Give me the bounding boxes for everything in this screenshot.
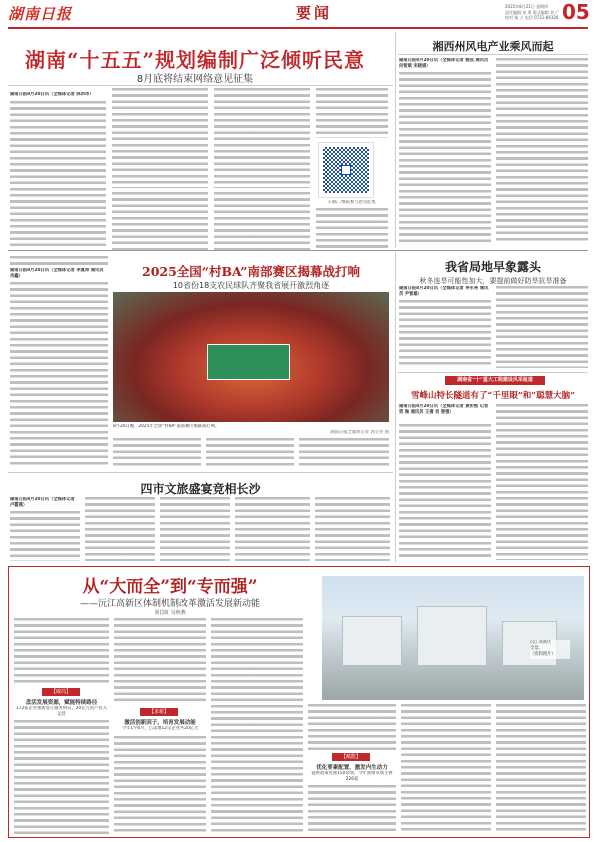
feature-photo xyxy=(322,576,584,700)
culture-body-col3 xyxy=(160,497,230,561)
lead-body-col2 xyxy=(112,88,208,188)
building-graphic xyxy=(342,616,402,666)
divider xyxy=(8,85,393,86)
vba-headline: 2025全国“村BA”南部赛区揭幕战打响 xyxy=(142,264,360,279)
feature-body-col4 xyxy=(308,704,396,750)
vba-subheadline: 10省份18支农民球队齐聚我省展开激烈角逐 xyxy=(172,281,330,290)
wind-body-col2 xyxy=(496,58,588,244)
lead-subheadline: 8月底将结束网络意见征集 xyxy=(136,74,254,85)
feature-headline: 从“大而全”到“专而强” xyxy=(82,577,258,597)
header-rule xyxy=(8,27,588,29)
feature-subheadline: ——沅江高新区体制机制改革激活发展新动能 xyxy=(79,599,260,609)
feature-section2-tag: 【求新】 xyxy=(140,708,178,716)
lead-headline: 湖南“十五五”规划编制广泛倾听民意 xyxy=(24,48,365,72)
editor-line: 责任编辑 刘 勇 版式编辑 刘 广 xyxy=(505,9,560,15)
masthead xyxy=(0,0,595,28)
header-info xyxy=(505,4,560,21)
vba-photo-credit: 湖南日报全媒体记者 郭立亮 摄 xyxy=(330,430,389,435)
lead-body-col4b xyxy=(316,208,388,250)
vba-body-col3 xyxy=(206,438,294,468)
wind-headline: 湘西州风电产业乘风而起 xyxy=(432,40,554,53)
photo-caption-line2: 全景。 xyxy=(530,646,543,652)
building-graphic xyxy=(417,606,487,666)
feature-section1-sub: 172家企业重新签订服务协议，20亿元资产投入运营 xyxy=(15,706,107,718)
bureau-byline: 湖南日报8月20日讯（全媒体记者 李永亮 通讯员 尹智雄） xyxy=(399,286,489,298)
culture-body-col2 xyxy=(85,497,155,561)
lead-byline: 湖南日报8月20日讯（全媒体记者 陈昂昂） xyxy=(10,92,94,97)
divider xyxy=(8,250,588,251)
vba-photo-caption: 8月20日晚，2025年全国“村BA”南部赛区揭幕战打响。 xyxy=(113,424,220,429)
date-line: 2025年8月21日 星期四 xyxy=(505,4,549,9)
feature-section1-title: 盘活发展资源，赋能特续路径 xyxy=(25,700,98,706)
column-rule xyxy=(395,32,396,248)
tunnel-kicker: 湖南省“十”重大工程建设风采报道 xyxy=(445,376,545,385)
feature-section2-sub: 今年1至6月，已落地12宗企业共20亿元 xyxy=(121,726,199,731)
photo-credit: （资料图片） xyxy=(530,652,556,658)
feature-section2-title: 激活创新因子，培育发展动能 xyxy=(124,720,196,726)
qr-caption: 扫描二维码参与意见征集 xyxy=(328,200,376,205)
feature-body-col1 xyxy=(14,618,109,684)
feature-section1-tag: 【破局】 xyxy=(42,688,80,696)
culture-byline: 湖南日报8月20日讯（全媒体记者 卢霞燕） xyxy=(10,497,75,509)
page-number: 05 xyxy=(562,0,590,24)
culture-body-col4 xyxy=(235,497,310,561)
feature-body-col2b xyxy=(114,736,206,834)
feature-section3-title: 优化要素配置，激发内生动力 xyxy=(316,765,388,771)
divider xyxy=(398,372,588,373)
court-graphic xyxy=(207,344,290,380)
culture-headline: 四市文旅盛宴竞相长沙 xyxy=(140,482,261,496)
photo-caption-line1: 沅江高新区 xyxy=(530,640,552,645)
feature-author: 刘昌虹 吴秋燕 xyxy=(154,610,186,616)
feature-section3-sub: 提供政策优惠150余项，今年新增市场主体226家 xyxy=(311,771,393,783)
lead-body-col4 xyxy=(316,88,388,138)
tunnel-byline: 湖南日报8月20日讯（全媒体记者 黄祈熙 记者 贺 淘 通讯员 王倩 刘 智强） xyxy=(399,404,489,416)
wind-body-col1 xyxy=(399,72,491,244)
bureau-body-col1 xyxy=(399,300,491,368)
bureau-body-col2 xyxy=(496,286,588,368)
vba-body-col4 xyxy=(299,438,389,468)
lead-body-col1 xyxy=(10,101,106,249)
culture-body-col5 xyxy=(315,497,390,561)
vba-photo xyxy=(113,292,389,422)
feature-body-col5 xyxy=(401,704,491,834)
lead-body-col3 xyxy=(214,88,310,188)
feature-body-col6 xyxy=(496,704,586,834)
newspaper-logo: 湖南日报 xyxy=(8,5,73,23)
bureau-subheadline: 秋冬连旱可能性加大，要提前做好防旱抗旱准备 xyxy=(419,277,567,285)
vba-intro xyxy=(10,256,108,266)
feature-body-col2 xyxy=(114,618,206,704)
feature-photo-caption xyxy=(530,640,570,659)
lead-body-col2b xyxy=(112,192,208,250)
section-title: 要闻 xyxy=(296,4,333,22)
divider xyxy=(398,54,588,55)
column-rule xyxy=(395,252,396,562)
feature-body-col4b xyxy=(308,785,396,834)
wind-byline: 湖南日报8月20日讯（全媒体记者 姚弦 通讯员 向智斌 宋晓娟） xyxy=(399,58,489,70)
feature-section3-tag: 【赋能】 xyxy=(332,753,370,761)
tunnel-headline: 雪峰山特长隧道有了“千里眼”和“聪慧大脑” xyxy=(410,391,576,401)
lead-body-col3b xyxy=(214,192,310,250)
tunnel-body-col2 xyxy=(496,404,588,560)
proof-line: 校对 杨 立 电话 0731-84326 xyxy=(505,15,559,20)
feature-body-col1b xyxy=(14,720,109,834)
bureau-headline: 我省局地早象露头 xyxy=(444,260,541,274)
vba-body-col1 xyxy=(10,282,108,468)
tunnel-body-col1 xyxy=(399,424,491,560)
culture-body-col1 xyxy=(10,511,80,561)
feature-body-col3 xyxy=(211,618,303,834)
vba-byline: 湖南日报8月20日讯（全媒体记者 李夏涛 通讯员 肖鑫） xyxy=(10,268,104,280)
vba-body-col2 xyxy=(113,438,201,468)
divider xyxy=(8,472,393,473)
qr-code xyxy=(318,142,374,198)
